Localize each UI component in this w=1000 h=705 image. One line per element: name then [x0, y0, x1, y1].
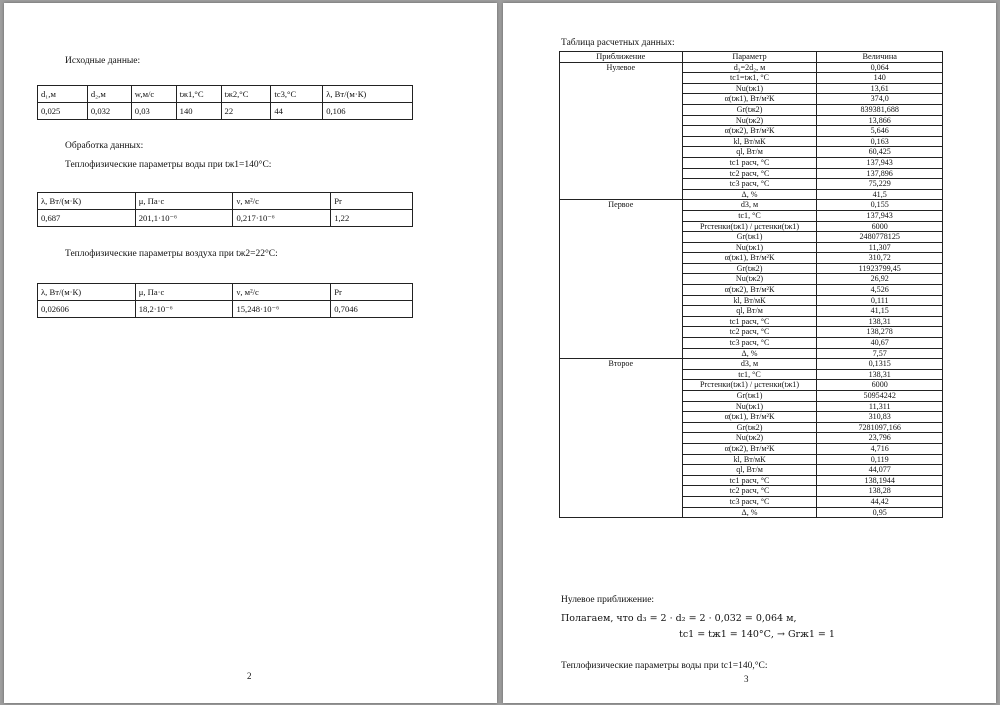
parameter-cell: Prстенки(tж1) / μстенки(tж1) [682, 221, 817, 232]
value-cell: 44,42 [817, 496, 943, 507]
parameter-cell: tс2 расч, °С [682, 327, 817, 338]
parameter-cell: Nu(tж1) [682, 83, 817, 94]
parameter-cell: tс1 расч, °С [682, 316, 817, 327]
value-cell: 0,111 [817, 295, 943, 306]
value-cell: 7,57 [817, 348, 943, 359]
value-cell: 5,646 [817, 126, 943, 137]
table-cell: 0,025 [38, 103, 88, 120]
table-cell: 22 [221, 103, 271, 120]
column-header: ν, м²/с [233, 284, 331, 301]
column-header: μ, Па·с [135, 193, 233, 210]
table-cell: 1,22 [331, 210, 413, 227]
value-cell: 60,425 [817, 147, 943, 158]
air-params-caption: Теплофизические параметры воздуха при tж2=22°С: [65, 249, 278, 259]
value-cell: 23,796 [817, 433, 943, 444]
parameter-cell: tс3 расч, °С [682, 338, 817, 349]
parameter-cell: Nu(tж2) [682, 115, 817, 126]
value-cell: 138,28 [817, 486, 943, 497]
value-cell: 2480778125 [817, 232, 943, 243]
parameter-cell: Nu(tж1) [682, 242, 817, 253]
parameter-cell: Δ, % [682, 507, 817, 518]
value-cell: 310,83 [817, 412, 943, 423]
page-number: 2 [247, 671, 252, 681]
parameter-cell: ql, Вт/м [682, 147, 817, 158]
column-header: λ, Вт/(м·К) [38, 284, 136, 301]
column-header: Pr [331, 193, 413, 210]
calculation-table [559, 51, 943, 518]
column-header: tж2,°C [221, 86, 271, 103]
table-cell: 44 [271, 103, 323, 120]
heading-initial-data: Исходные данные: [65, 56, 141, 66]
value-cell: 13,61 [817, 83, 943, 94]
initial-data-table [37, 85, 413, 120]
table-cell: 0,106 [323, 103, 413, 120]
value-cell: 11,307 [817, 242, 943, 253]
value-cell: 374,0 [817, 94, 943, 105]
table-cell: 0,032 [87, 103, 131, 120]
value-cell: 26,92 [817, 274, 943, 285]
table-header-row [560, 52, 943, 63]
value-cell: 11,311 [817, 401, 943, 412]
table-cell: 0,687 [38, 210, 136, 227]
value-cell: 40,67 [817, 338, 943, 349]
value-cell: 75,229 [817, 179, 943, 190]
parameter-cell: Δ, % [682, 189, 817, 200]
air-params-table [37, 283, 413, 318]
table-row [560, 200, 943, 211]
value-cell: 41,5 [817, 189, 943, 200]
table-row [560, 62, 943, 73]
table-row [38, 301, 413, 318]
value-cell: 13,866 [817, 115, 943, 126]
column-header: λ, Вт/(м·К) [323, 86, 413, 103]
column-header: λ, Вт/(м·К) [38, 193, 136, 210]
parameter-cell: kl, Вт/мК [682, 136, 817, 147]
column-header: Величина [817, 52, 943, 63]
parameter-cell: α(tж1), Вт/м²К [682, 94, 817, 105]
parameter-cell: tс1, °С [682, 369, 817, 380]
parameter-cell: tс3 расч, °С [682, 179, 817, 190]
column-header: d₁,м [38, 86, 88, 103]
parameter-cell: Prстенки(tж1) / μстенки(tж1) [682, 380, 817, 391]
value-cell: 140 [817, 73, 943, 84]
table-header-row [38, 86, 413, 103]
value-cell: 138,31 [817, 316, 943, 327]
table-cell: 0,217·10⁻⁶ [233, 210, 331, 227]
column-header: Параметр [682, 52, 817, 63]
parameter-cell: Δ, % [682, 348, 817, 359]
approximation-name: Второе [560, 359, 683, 518]
table-row [560, 359, 943, 370]
value-cell: 137,896 [817, 168, 943, 179]
parameter-cell: Nu(tж2) [682, 433, 817, 444]
table-header-row [38, 193, 413, 210]
table-cell: 0,7046 [331, 301, 413, 318]
page-number: 3 [744, 674, 749, 684]
table-row [38, 210, 413, 227]
parameter-cell: ql, Вт/м [682, 465, 817, 476]
approximation-name: Первое [560, 200, 683, 359]
assumption-line: Полагаем, что d₃ = 2 · d₂ = 2 · 0,032 = 0,064 м, [561, 613, 797, 624]
parameter-cell: α(tж1), Вт/м²К [682, 253, 817, 264]
parameter-cell: d3, м [682, 200, 817, 211]
column-header: tж1,°C [176, 86, 221, 103]
parameter-cell: ql, Вт/м [682, 306, 817, 317]
water-params-caption: Теплофизические параметры воды при tж1=140°С: [65, 160, 272, 170]
value-cell: 41,15 [817, 306, 943, 317]
parameter-cell: tс3 расч, °С [682, 496, 817, 507]
value-cell: 0,163 [817, 136, 943, 147]
approximation-name: Нулевое [560, 62, 683, 200]
parameter-cell: tс1=tж1, °С [682, 73, 817, 84]
parameter-cell: α(tж2), Вт/м²К [682, 285, 817, 296]
column-header: tс3,°C [271, 86, 323, 103]
table-cell: 140 [176, 103, 221, 120]
value-cell: 0,1315 [817, 359, 943, 370]
parameter-cell: tс1 расч, °С [682, 157, 817, 168]
value-cell: 138,31 [817, 369, 943, 380]
table-header-row [38, 284, 413, 301]
column-header: Приближение [560, 52, 683, 63]
parameter-cell: kl, Вт/мК [682, 295, 817, 306]
table-cell: 0,02606 [38, 301, 136, 318]
value-cell: 11923799,45 [817, 263, 943, 274]
parameter-cell: tс2 расч, °С [682, 168, 817, 179]
table-caption: Таблица расчетных данных: [561, 38, 675, 48]
value-cell: 6000 [817, 380, 943, 391]
parameter-cell: tс2 расч, °С [682, 486, 817, 497]
parameter-cell: Nu(tж1) [682, 401, 817, 412]
column-header: ν, м²/с [233, 193, 331, 210]
parameter-cell: Gr(tж2) [682, 422, 817, 433]
parameter-cell: tс1 расч, °С [682, 475, 817, 486]
value-cell: 138,1944 [817, 475, 943, 486]
value-cell: 839381,688 [817, 104, 943, 115]
value-cell: 137,943 [817, 210, 943, 221]
parameter-cell: tс1, °С [682, 210, 817, 221]
value-cell: 0,119 [817, 454, 943, 465]
parameter-cell: Nu(tж2) [682, 274, 817, 285]
document-page-2 [4, 3, 497, 703]
value-cell: 0,155 [817, 200, 943, 211]
table-cell: 201,1·10⁻⁶ [135, 210, 233, 227]
parameter-cell: α(tж2), Вт/м²К [682, 126, 817, 137]
value-cell: 7281097,166 [817, 422, 943, 433]
value-cell: 138,278 [817, 327, 943, 338]
value-cell: 6000 [817, 221, 943, 232]
value-cell: 0,95 [817, 507, 943, 518]
value-cell: 4,526 [817, 285, 943, 296]
value-cell: 137,943 [817, 157, 943, 168]
column-header: w,м/с [131, 86, 176, 103]
parameter-cell: Gr(tж1) [682, 391, 817, 402]
table-row [38, 103, 413, 120]
value-cell: 0,064 [817, 62, 943, 73]
parameter-cell: kl, Вт/мК [682, 454, 817, 465]
parameter-cell: Gr(tж1) [682, 232, 817, 243]
heading-processing: Обработка данных: [65, 141, 144, 151]
table-cell: 15,248·10⁻⁶ [233, 301, 331, 318]
parameter-cell: Gr(tж2) [682, 263, 817, 274]
value-cell: 4,716 [817, 443, 943, 454]
column-header: d₂,м [87, 86, 131, 103]
parameter-cell: Gr(tж2) [682, 104, 817, 115]
parameter-cell: α(tж1), Вт/м²К [682, 412, 817, 423]
zero-approx-heading: Нулевое приближение: [561, 595, 655, 605]
column-header: Pr [331, 284, 413, 301]
formula-line: tс1 = tж1 = 140°С, → Grж1 = 1 [679, 629, 835, 640]
parameter-cell: α(tж2), Вт/м²К [682, 443, 817, 454]
value-cell: 44,077 [817, 465, 943, 476]
parameter-cell: d₃=2d₂, м [682, 62, 817, 73]
column-header: μ, Па·с [135, 284, 233, 301]
value-cell: 310,72 [817, 253, 943, 264]
water-params-table [37, 192, 413, 227]
table-cell: 0,03 [131, 103, 176, 120]
water-params-caption-2: Теплофизические параметры воды при tс1=140,°С: [561, 661, 768, 671]
value-cell: 50954242 [817, 391, 943, 402]
parameter-cell: d3, м [682, 359, 817, 370]
table-cell: 18,2·10⁻⁶ [135, 301, 233, 318]
document-page-3 [503, 3, 996, 703]
